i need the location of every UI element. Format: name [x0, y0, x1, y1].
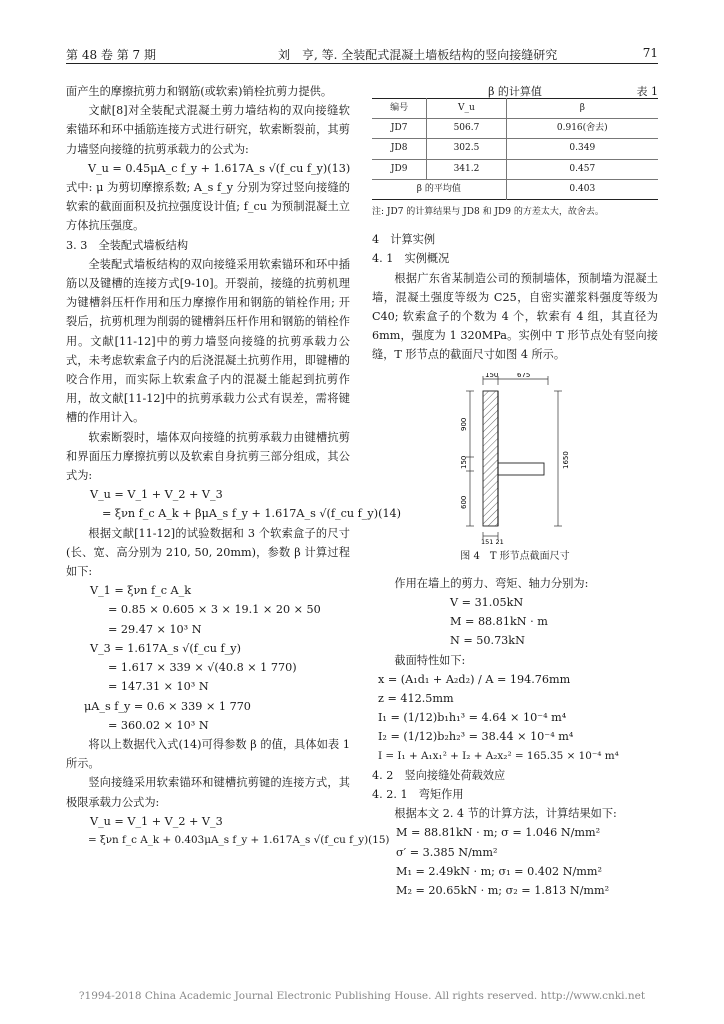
- journal-volume: 第 48 卷 第 7 期: [66, 48, 156, 62]
- equation-14-line2: [66, 504, 402, 523]
- table-cell: JD8: [372, 139, 427, 159]
- equation-body: V_u = 0.45μA_c f_y + 1.617A_s √(f_cu f_y): [88, 161, 328, 175]
- paragraph: 作用在墙上的剪力、弯矩、轴力分别为:: [394, 576, 589, 590]
- result-line: σ′ = 3.385 N/mm²: [396, 845, 498, 859]
- equation-number: (14): [378, 507, 402, 521]
- paragraph: 软索断裂时，墙体双向接缝的抗剪承载力由键槽抗剪和界面压力摩擦抗剪以及软索自身抗剪三部分组成，其公式为:: [66, 430, 350, 483]
- table-row: [372, 179, 658, 199]
- table-cell: 0.457: [506, 159, 658, 179]
- result-line: M = 88.81kN · m; σ = 1.046 N/mm²: [396, 826, 601, 840]
- paragraph: 根据本文 2. 4 节的计算方法，计算结果如下:: [394, 807, 617, 821]
- table-cell: 341.2: [427, 159, 506, 179]
- table-header: β: [506, 99, 658, 119]
- figure-4: [372, 373, 658, 545]
- equation-number: (15): [368, 833, 390, 846]
- paragraph: 竖向接缝采用软索锚环和键槽抗剪键的连接方式，其极限承载力公式为:: [66, 776, 350, 809]
- figure-caption: 图 4 T 形节点截面尺寸: [460, 550, 570, 562]
- equation-13: [66, 159, 350, 178]
- page-number: 71: [642, 46, 658, 60]
- table-number: 表 1: [636, 85, 658, 98]
- paragraph: 根据文献[11-12]的试验数据和 3 个软索盒子的尺寸(长、宽、高分别为 210, 50, 20mm)，参数 β 计算过程如下:: [66, 526, 350, 579]
- calc-line: V_3 = 1.617A_s √(f_cu f_y): [90, 641, 241, 655]
- calc-line: = 360.02 × 10³ N: [108, 718, 209, 732]
- paragraph: 面产生的摩擦抗剪力和钢筋(或软索)销栓抗剪力提供。: [66, 85, 333, 98]
- copyright-footer: ?1994-2018 China Academic Journal Electronic Publishing House. All rights reserved. http://www.cnki.net: [78, 990, 646, 1002]
- paragraph: 全装配式墙板结构的双向接缝采用软索锚环和环中插筋以及键槽的连接方式[9-10]。开裂前，接缝的抗剪机理为键槽斜压杆作用和压力摩擦作用和钢筋的销栓作用; 开裂后，抗剪机理为削弱的键槽斜压杆作用和钢筋的销栓作用。文献[11-12]中的剪力墙竖向接缝的抗剪承载力公式，未考虑软索盒子内的后浇混凝土抗剪作用，即键槽的咬合作用，而实际上软索盒子内的混凝土能起到抗剪作用，故文献[11-12]中的抗剪承载力公式有误差，需将键槽的作用计入。: [66, 257, 350, 425]
- eq-z: z = 412.5mm: [378, 692, 454, 706]
- section-heading: 4. 2. 1 弯矩作用: [372, 788, 464, 802]
- paragraph: 根据广东省某制造公司的预制墙体，预制墙为混凝土墙，混凝土强度等级为 C25，自密实灌浆料强度等级为 C40; 软索盒子的个数为 4 个，软索有 4 组，其直径为 6mm，强度为 1 320MPa。实例中 T 形节点处有竖向接缝，T 形节点的截面尺寸如图 4 所示。: [372, 271, 658, 362]
- result-line: M₂ = 20.65kN · m; σ₂ = 1.813 N/mm²: [396, 884, 610, 898]
- load-m: M = 88.81kN · m: [450, 615, 548, 629]
- running-title: 刘 亨, 等. 全装配式混凝土墙板结构的竖向接缝研究: [278, 48, 558, 62]
- equation-number: (13): [327, 161, 351, 175]
- table-row: [372, 119, 658, 139]
- section-heading: 3. 3 全装配式墙板结构: [66, 238, 189, 252]
- result-line: M₁ = 2.49kN · m; σ₁ = 0.402 N/mm²: [396, 864, 602, 878]
- table-caption: [372, 82, 658, 98]
- table-cell: JD7: [372, 119, 427, 139]
- table-cell: 0.916(舍去): [506, 119, 658, 139]
- calc-line: = 29.47 × 10³ N: [108, 622, 202, 636]
- calc-line: = 0.85 × 0.605 × 3 × 19.1 × 20 × 50: [108, 603, 321, 617]
- dim-label: 150: [460, 455, 468, 469]
- equation-body: = ξνn f_c A_k + 0.403μA_s f_y + 1.617A_s √(f_cu f_y): [88, 833, 369, 846]
- right-column: [372, 82, 658, 900]
- table-header-row: [372, 99, 658, 119]
- equation-15-line1: V_u = V_1 + V_2 + V_3: [90, 814, 223, 828]
- table-header: 编号: [372, 99, 427, 119]
- dim-label: 900: [460, 417, 468, 431]
- paragraph: 文献[8]对全装配式混凝土剪力墙结构的双向接缝软索锚环和环中插筋连接方式进行研究，软索断裂前，其剪力墙竖向接缝的抗剪承载力的公式为:: [66, 104, 350, 156]
- wall-web: [483, 391, 498, 526]
- table-title: β 的计算值: [488, 85, 542, 98]
- table-cell: 0.349: [506, 139, 658, 159]
- equation-15-line2: [66, 831, 390, 850]
- table-cell: 302.5: [427, 139, 506, 159]
- dim-label: 1650: [562, 450, 570, 469]
- table-cell: 0.403: [506, 179, 658, 199]
- calc-line: V_1 = ξνn f_c A_k: [90, 584, 192, 598]
- table-row: [372, 139, 658, 159]
- section-heading: 4 计算实例: [372, 233, 436, 247]
- paragraph: 式中: μ 为剪切摩擦系数; A_s f_y 分别为穿过竖向接缝的软索的截面面积及抗拉强度设计值; f_cu 为预制混凝土立方体抗压强度。: [66, 181, 350, 233]
- table-row: [372, 159, 658, 179]
- eq-i1: I₁ = (1/12)b₁h₁³ = 4.64 × 10⁻⁴ m⁴: [378, 711, 567, 725]
- table-cell: β 的平均值: [372, 179, 506, 199]
- equation-body: = ξνn f_c A_k + βμA_s f_y + 1.617A_s √(f_cu f_y): [102, 507, 379, 521]
- eq-i: I = I₁ + A₁x₁² + I₂ + A₂x₂² = 165.35 × 10⁻⁴ m⁴: [378, 749, 619, 762]
- paragraph: 将以上数据代入式(14)可得参数 β 的值，具体如表 1 所示。: [66, 737, 350, 771]
- load-v: V = 31.05kN: [450, 596, 524, 610]
- table-cell: 506.7: [427, 119, 506, 139]
- wall-flange: [498, 463, 544, 475]
- calc-line: μA_s f_y = 0.6 × 339 × 1 770: [84, 699, 251, 713]
- paragraph: 截面特性如下:: [394, 653, 466, 667]
- calc-line: = 147.31 × 10³ N: [108, 680, 209, 694]
- running-header: [66, 44, 658, 64]
- dim-label: 150: [485, 372, 499, 379]
- equation-14-line1: V_u = V_1 + V_2 + V_3: [90, 488, 223, 502]
- dim-label: 151 21: [481, 537, 504, 545]
- table-beta: [372, 98, 658, 200]
- t-section-drawing: [372, 373, 658, 545]
- calc-line: = 1.617 × 339 × √(40.8 × 1 770): [108, 661, 297, 675]
- dim-label: 600: [460, 495, 468, 509]
- table-header: V_u: [427, 99, 506, 119]
- table-cell: JD9: [372, 159, 427, 179]
- eq-x: x = (A₁d₁ + A₂d₂) / A = 194.76mm: [378, 672, 571, 686]
- section-heading: 4. 1 实例概况: [372, 252, 450, 266]
- eq-i2: I₂ = (1/12)b₂h₂³ = 38.44 × 10⁻⁴ m⁴: [378, 730, 574, 744]
- dim-label: 675: [517, 372, 531, 379]
- table-note: 注: JD7 的计算结果与 JD8 和 JD9 的方差太大，故舍去。: [372, 207, 604, 218]
- section-heading: 4. 2 竖向接缝处荷载效应: [372, 768, 506, 782]
- load-n: N = 50.73kN: [450, 634, 525, 648]
